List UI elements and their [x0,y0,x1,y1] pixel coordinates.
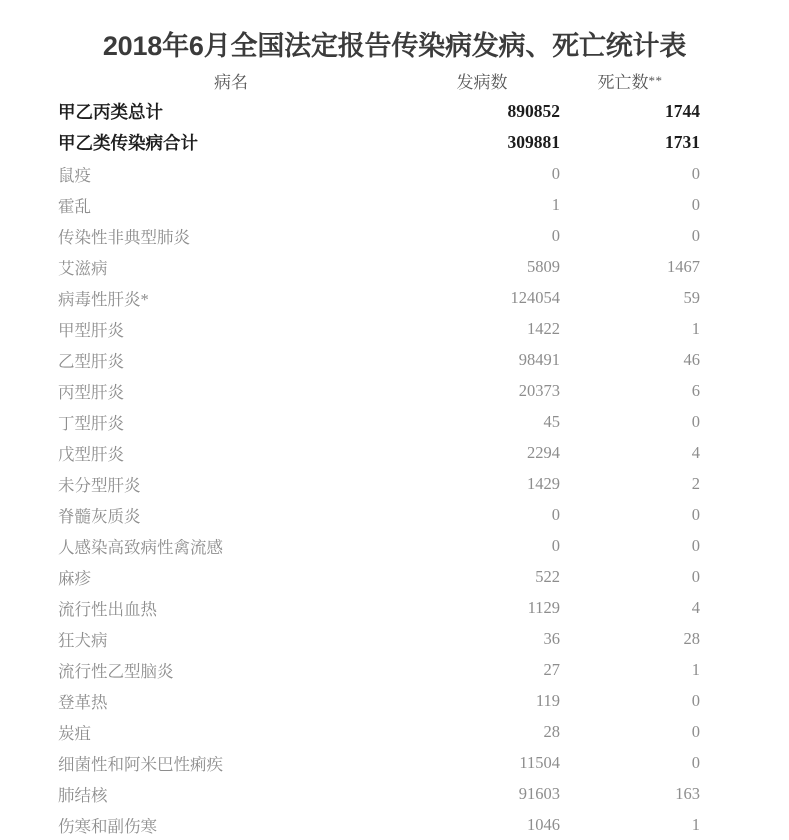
page-title: 2018年6月全国法定报告传染病发病、死亡统计表 [102,31,687,61]
cell-death-count: 1744 [665,101,700,121]
infectious-disease-statistics-table [58,65,700,840]
cell-disease-name: 戊型肝炎 [58,444,124,464]
cell-case-count: 27 [543,659,560,679]
column-header-case-count: 发病数 [456,73,508,92]
cell-death-count: 0 [691,721,700,741]
cell-disease-name: 丁型肝炎 [58,413,124,433]
cell-death-count: 0 [691,163,700,183]
cell-disease-name: 甲型肝炎 [58,320,124,340]
cell-death-count: 0 [691,194,700,214]
table-row [58,406,700,437]
cell-disease-name: 狂犬病 [58,630,108,650]
cell-disease-name: 丙型肝炎 [58,382,124,402]
cell-disease-name: 肺结核 [58,785,108,805]
table-row [58,623,700,654]
table-container [58,65,700,840]
table-row [58,654,700,685]
cell-death-count: 0 [691,535,700,555]
table-row [58,747,700,778]
cell-disease-name: 病毒性肝炎* [58,289,149,309]
cell-case-count: 0 [551,225,560,245]
cell-death-count: 46 [683,349,700,369]
column-header-death-count-label: 死亡数 [597,73,649,92]
table-row [58,468,700,499]
cell-case-count: 1429 [527,473,560,493]
cell-case-count: 124054 [510,287,560,307]
cell-disease-name: 甲乙类传染病合计 [58,133,198,153]
cell-death-count: 4 [691,597,700,617]
cell-death-count: 1467 [667,256,700,276]
cell-disease-name: 人感染高致病性禽流感 [58,537,223,557]
table-row [58,716,700,747]
table-row [58,344,700,375]
cell-case-count: 0 [551,504,560,524]
cell-case-count: 45 [543,411,560,431]
table-row [58,592,700,623]
cell-disease-name: 登革热 [58,692,108,712]
cell-case-count: 1129 [527,597,560,617]
cell-disease-name: 麻疹 [58,568,91,588]
column-header-disease-name: 病名 [214,73,248,92]
cell-death-count: 59 [683,287,700,307]
table-row [58,561,700,592]
cell-death-count: 4 [691,442,700,462]
table-row [58,189,700,220]
cell-disease-name: 鼠疫 [58,165,91,185]
cell-case-count: 98491 [518,349,560,369]
cell-disease-name: 未分型肝炎 [58,475,141,495]
cell-disease-name: 伤寒和副伤寒 [58,816,157,836]
table-row [58,437,700,468]
cell-death-count: 6 [691,380,700,400]
cell-death-count: 163 [675,783,700,803]
cell-disease-name: 甲乙丙类总计 [58,102,163,122]
cell-case-count: 1422 [527,318,560,338]
cell-case-count: 890852 [507,101,560,121]
cell-death-count: 1 [691,814,700,834]
cell-case-count: 36 [543,628,560,648]
cell-death-count: 0 [691,504,700,524]
cell-death-count: 1 [691,659,700,679]
cell-case-count: 1 [551,194,560,214]
cell-case-count: 309881 [507,132,560,152]
cell-disease-name: 炭疽 [58,723,91,743]
cell-disease-name: 传染性非典型肺炎 [58,227,190,247]
cell-case-count: 0 [551,163,560,183]
cell-death-count: 1 [691,318,700,338]
table-row [58,282,700,313]
cell-case-count: 0 [551,535,560,555]
cell-case-count: 1046 [527,814,560,834]
cell-case-count: 20373 [518,380,560,400]
cell-case-count: 28 [543,721,560,741]
cell-death-count: 28 [683,628,700,648]
column-header-death-count [560,65,700,96]
cell-disease-name: 脊髓灰质炎 [58,506,141,526]
cell-case-count: 2294 [527,442,560,462]
table-header-row [58,65,700,96]
table-row [58,499,700,530]
cell-disease-name: 霍乱 [58,196,91,216]
table-row [58,313,700,344]
table-row [58,778,700,809]
cell-death-count: 0 [691,690,700,710]
table-row [58,530,700,561]
cell-death-count: 0 [691,225,700,245]
cell-death-count: 1731 [665,132,700,152]
cell-death-count: 2 [691,473,700,493]
cell-case-count: 522 [535,566,560,586]
cell-disease-name: 流行性乙型脑炎 [58,661,174,681]
cell-death-count: 0 [691,752,700,772]
table-body [58,65,700,840]
cell-death-count: 0 [691,566,700,586]
table-row [58,220,700,251]
cell-disease-name: 流行性出血热 [58,599,157,619]
table-row [58,251,700,282]
cell-disease-name: 乙型肝炎 [58,351,124,371]
table-row [58,127,700,158]
cell-case-count: 119 [535,690,560,710]
cell-disease-name: 艾滋病 [58,258,108,278]
cell-death-count: 0 [691,411,700,431]
cell-case-count: 91603 [518,783,560,803]
table-row [58,375,700,406]
table-row [58,158,700,189]
cell-case-count: 5809 [527,256,560,276]
table-row [58,96,700,127]
death-count-footnote-marker: ** [648,73,663,88]
cell-case-count: 11504 [519,752,560,772]
table-row [58,685,700,716]
cell-disease-name: 细菌性和阿米巴性痢疾 [58,754,223,774]
